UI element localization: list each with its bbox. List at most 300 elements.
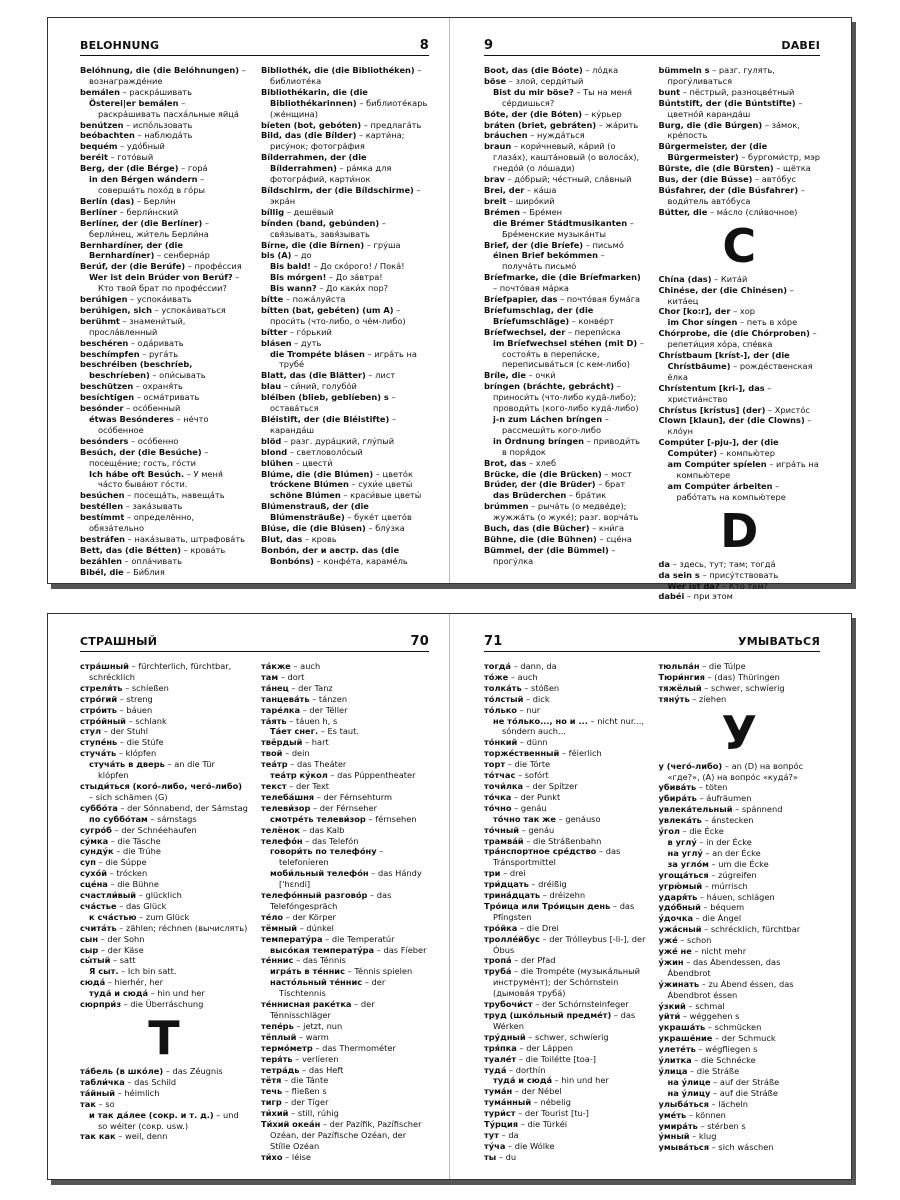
dictionary-entry: berühmt – знамени́тый, прослáвленный bbox=[80, 315, 186, 337]
dictionary-entry: das Brüderchen – брáтик bbox=[493, 490, 607, 501]
dictionary-entry: стучáть – klópfen bbox=[80, 748, 157, 759]
dictionary-entry: тря́пка – der Láppen bbox=[484, 1042, 573, 1053]
dictionary-entry: am Compúter spíelen – игрáть на компью́тере bbox=[667, 459, 819, 480]
dictionary-entry: трубочи́ст – der Schórnsteinfeger bbox=[484, 999, 629, 1010]
dictionary-entry: умывáться – sich wáschen bbox=[658, 1142, 774, 1153]
dictionary-entry: телефóн – das Telefón bbox=[261, 835, 359, 846]
dictionary-entry: на углý – an der Écke bbox=[667, 847, 761, 858]
dictionary-entry: Тюри́нгия – (das) Thüringen bbox=[658, 671, 780, 682]
dictionary-entry: сугрóб – der Schnéehaufen bbox=[80, 824, 197, 835]
dictionary-entry: ýжинать – zu Ábend éssen, das Ábendbrot éssen bbox=[658, 978, 794, 1000]
dictionary-entry: Bild, das (die Bílder) – карти́на; рисýнок; фотогрáфия bbox=[261, 130, 405, 152]
dictionary-entry: трóйка – die Drei bbox=[484, 922, 559, 933]
dictionary-entry: увлекáтельный – spánnend bbox=[658, 804, 783, 815]
dictionary-entry: bestráfen – накáзывать, штрафовáть bbox=[80, 533, 245, 544]
dictionary-entry: brúmmen – рычáть (о медвéде); жужжáть (о жукé); разг. ворчáть bbox=[484, 501, 639, 523]
dictionary-entry: ýгол – die Écke bbox=[658, 826, 724, 837]
dictionary-entry: течь – fließen s bbox=[261, 1086, 327, 1097]
dictionary-entry: berúhigen, sich – успокáиваться bbox=[80, 304, 226, 315]
dictionary-entry: тáйный – héimlich bbox=[80, 1087, 160, 1098]
dictionary-entry: на ýлице – auf der Stráße bbox=[667, 1076, 780, 1087]
dictionary-entry: тéло – der Körper bbox=[261, 911, 336, 922]
dictionary-entry: телеви́зор – der Férnseher bbox=[261, 802, 378, 813]
dictionary-entry: тёмный – dúnkel bbox=[261, 922, 334, 933]
dictionary-entry: Bibliothékarin, die (die Bibliothékarinnen) – библиотéкарь (жéнщина) bbox=[261, 86, 428, 119]
dictionary-entry: тáнец – der Tanz bbox=[261, 682, 333, 693]
dictionary-entry: тóтчас – sofórt bbox=[484, 770, 549, 781]
dictionary-entry: ударя́ть – háuen, schlágen bbox=[658, 891, 775, 902]
dictionary-entry: стреля́ть – schíeßen bbox=[80, 682, 169, 693]
dictionary-entry: теáтр – das Theáter bbox=[261, 759, 347, 770]
dictionary-entry: Brot, das – хлеб bbox=[484, 457, 557, 468]
dictionary-entry: теря́ть – verlíeren bbox=[261, 1053, 339, 1064]
dictionary-entry: bítter – гóрький bbox=[261, 326, 332, 337]
dictionary-entry: тáбель (в шкóле) – das Zéugnis bbox=[80, 1066, 223, 1076]
dictionary-entry: Berúf, der (die Berúfe) – профéссия bbox=[80, 261, 242, 272]
dictionary-entry: blau – си́ний, голубóй bbox=[261, 381, 357, 392]
dictionary-entry: тарéлка – der Téller bbox=[261, 704, 348, 715]
page-number: 9 bbox=[484, 38, 494, 53]
page-71 bbox=[450, 614, 852, 1179]
dictionary-entry: Besúch, der (die Besúche) – посещéние; гость, гóсти bbox=[80, 446, 209, 468]
dictionary-entry: стыди́ться (когó-либо, чегó-либо) – sich schämen (G) bbox=[80, 780, 243, 802]
dictionary-entry: Chrístus [krístus] (der) – Христóс bbox=[658, 404, 810, 415]
dictionary-entry: счáстье – das Glück bbox=[80, 900, 167, 911]
dictionary-entry: три – drei bbox=[484, 868, 526, 879]
dictionary-entry: in den Bérgen wándern – совершáть похóд в гóры bbox=[89, 174, 205, 195]
dictionary-entry: трубá – die Trompéte (музыкáльный инструмéнт); der Schórnstein (дымовáя трубá) bbox=[484, 966, 641, 999]
dictionary-entry: Тýрция – die Türkéi bbox=[484, 1119, 568, 1130]
page-9 bbox=[450, 18, 852, 602]
dictionary-entry: суп – die Súppe bbox=[80, 857, 147, 868]
dictionary-entry: Blut, das – кровь bbox=[261, 533, 337, 544]
dictionary-entry: die Trompéte blásen – игрáть на трубé bbox=[270, 348, 417, 370]
dictionary-entry: удóбный – béquem bbox=[658, 902, 745, 913]
dictionary-entry: ýлица – die Stráße bbox=[658, 1066, 740, 1076]
dictionary-entry: настóльный тéннис – der Tíschtennis bbox=[270, 977, 386, 999]
dictionary-entry: тянýть – zíehen bbox=[658, 693, 727, 704]
dictionary-entry: тумáн – der Nébel bbox=[484, 1086, 562, 1097]
dictionary-entry: и так дáлее (сокр. и т. д.) – und so wéiter (сокр. usw.) bbox=[89, 1109, 239, 1131]
top-spread bbox=[47, 17, 852, 602]
dictionary-entry: труд (шкóльный предмéт) – das Wérken bbox=[484, 1010, 636, 1031]
dictionary-entry: Chórprobe, die (die Chórproben) – репети́ция хóра, спéвка bbox=[658, 328, 817, 350]
dictionary-entry: Wer ist dein Brúder von Berúf? – Кто твой брат по профéссии? bbox=[89, 272, 240, 294]
column bbox=[484, 65, 646, 575]
dictionary-entry: bínden (band, gebúnden) – свя́зывать, завя́зывать bbox=[261, 217, 386, 239]
dictionary-entry: dabéi – при этом bbox=[658, 591, 733, 602]
dictionary-entry: табли́чка – das Schild bbox=[80, 1076, 177, 1087]
dictionary-entry: breit – широ́кий bbox=[484, 195, 555, 206]
dictionary-entry: da – здесь, тут; там; тогдá bbox=[658, 558, 776, 569]
dictionary-entry: тóнкий – dünn bbox=[484, 737, 548, 748]
dictionary-entry: Bílderrahmen, der (die Bílderrahmen) – рáмка для фотогрáфий, карти́нок bbox=[261, 152, 392, 185]
dictionary-entry: угрю́мый – múrrisch bbox=[658, 880, 748, 891]
column bbox=[659, 661, 821, 1171]
column bbox=[261, 65, 429, 575]
dictionary-entry: bléiben (blieb, geblíeben) s – оставáться bbox=[261, 392, 396, 414]
page-number: 70 bbox=[410, 634, 429, 649]
dictionary-entry: besúchen – посещáть, навещáть bbox=[80, 490, 225, 501]
column bbox=[658, 65, 821, 602]
dictionary-entry: Österei|er bemálen – раскрáшивать пасхáльные яйцá bbox=[89, 97, 239, 119]
bottom-spread bbox=[47, 613, 852, 1180]
dictionary-entry: Ти́хий океáн – der Pazífik, Pazífischer Ozéan, der Pazífische Ozéan, der Stílle Ozéan bbox=[261, 1119, 422, 1151]
dictionary-entry: Berlíner – берли́нский bbox=[80, 206, 179, 217]
dictionary-entry: Bóte, der (die Bóten) – кýрьер bbox=[484, 108, 622, 119]
section-letter: C bbox=[722, 218, 757, 273]
dictionary-entry: торжéственный – féierlich bbox=[484, 748, 602, 759]
dictionary-entry: Berg, der (die Bérge) – горá bbox=[80, 163, 208, 174]
dictionary-entry: сюрпри́з – die Überráschung bbox=[80, 999, 204, 1010]
dictionary-entry: тропá – der Pfad bbox=[484, 955, 556, 966]
dictionary-entry: in Órdnung bríngen – приводи́ть в поря́док bbox=[493, 435, 641, 457]
dictionary-entry: Buch, das (die Bücher) – кни́га bbox=[484, 523, 625, 534]
dictionary-entry: угощáться – zúgreifen bbox=[658, 869, 757, 880]
dictionary-entry: Chrístbaum [kríst-], der (die Chrístbäume) – рождéственская ёлка bbox=[658, 350, 813, 382]
dictionary-entry: твой – dein bbox=[261, 748, 310, 759]
running-head bbox=[484, 38, 820, 56]
dictionary-entry: im Bríefwechsel stéhen (mit D) – состоя́ть в перепи́ске, переписывáться (с кем-либо) bbox=[493, 337, 644, 370]
dictionary-entry: стрóгий – streng bbox=[80, 693, 153, 704]
dictionary-entry: besónder – осóбенный bbox=[80, 403, 181, 414]
dictionary-entry: bestéllen – закáзывать bbox=[80, 501, 183, 512]
dictionary-entry: тумáнный – nébelig bbox=[484, 1097, 571, 1108]
section-letter: У bbox=[721, 705, 757, 760]
dictionary-entry: тёплый – warm bbox=[261, 1031, 329, 1042]
dictionary-entry: blühen – цвести́ bbox=[261, 457, 333, 468]
dictionary-entry: стрóйный – schlank bbox=[80, 715, 167, 726]
dictionary-entry: Clown [klaun], der (die Clowns) – клóун bbox=[658, 415, 812, 437]
dictionary-entry: умéть – können bbox=[658, 1109, 726, 1120]
dictionary-entry: термóметр – das Thermométer bbox=[261, 1042, 396, 1053]
dictionary-entry: ти́хий – still, rúhig bbox=[261, 1108, 339, 1119]
dictionary-entry: тóчно так же – genáuso bbox=[493, 813, 601, 824]
dictionary-entry: Brémen – Брéмен bbox=[484, 206, 563, 217]
dictionary-entry: стрáшный – fürchterlich, fürchtbar, schrécklich bbox=[80, 661, 232, 682]
dictionary-entry: тут – da bbox=[484, 1129, 519, 1140]
dictionary-entry: тури́ст – der Tourist [tu-] bbox=[484, 1108, 589, 1119]
dictionary-entry: ужé не – nicht mehr bbox=[658, 946, 747, 957]
dictionary-entry: Bonbón, der и австр. das (die Bonbóns) – конфéта, карамéль bbox=[261, 544, 408, 566]
dictionary-entry: Ich hábe oft Besúch. – У меня́ чáсто быва́ют гóсти. bbox=[89, 468, 223, 490]
dictionary-entry: Bléistift, der (die Bléistifte) – карандáш bbox=[261, 414, 397, 435]
running-head bbox=[80, 634, 429, 652]
dictionary-entry: die Brémer Stádtmusikanten – Брéменские музыкáнты bbox=[493, 217, 634, 239]
dictionary-entry: убирáть – áufräumen bbox=[658, 793, 752, 804]
dictionary-entry: Bist du mir böse? – Ты на меня́ сéрдишься? bbox=[493, 86, 633, 108]
dictionary-entry: убивáть – töten bbox=[658, 782, 728, 793]
dictionary-entry: bis (A) – до bbox=[261, 250, 312, 261]
dictionary-entry: танцевáть – tánzen bbox=[261, 693, 348, 704]
dictionary-entry: твёрдый – hart bbox=[261, 737, 329, 748]
dictionary-entry: Compúter [-pju-], der (die Compúter) – компью́тер bbox=[658, 437, 779, 459]
dictionary-entry: bümmeln s – разг. гулять, прогýливаться bbox=[658, 65, 775, 86]
dictionary-entry: beschéren – одáривать bbox=[80, 337, 184, 348]
dictionary-entry: Bibél, die – Би́блия bbox=[80, 566, 165, 577]
dictionary-entry: Blúse, die (die Blúsen) – блýзка bbox=[261, 523, 405, 534]
dictionary-entry: Bis mórgen! – До зáвтра! bbox=[270, 272, 383, 283]
dictionary-entry: Blatt, das (die Blätter) – лист bbox=[261, 370, 396, 381]
section-letter: Т bbox=[148, 1011, 180, 1065]
dictionary-entry: brav – дóбрый; чéстный, слáвный bbox=[484, 174, 632, 185]
section-letter: D bbox=[720, 503, 759, 558]
page-number: 8 bbox=[419, 38, 429, 53]
dictionary-entry: Bríefumschlag, der (die Bríefumschläge) – конвéрт bbox=[484, 304, 614, 326]
page-8 bbox=[48, 18, 450, 583]
dictionary-entry: Bríefwechsel, der – перепи́ска bbox=[484, 326, 621, 337]
dictionary-entry: bíeten (bot, gebóten) – предлагáть bbox=[261, 119, 422, 130]
dictionary-entry: Bíldschirm, der (die Bíldschirme) – экрáн bbox=[261, 184, 421, 206]
dictionary-entry: étwas Besónderes – нéчто осóбенное bbox=[89, 414, 209, 435]
dictionary-entry: трамвáй – die Stráßenbahn bbox=[484, 835, 602, 846]
dictionary-entry: считáть – zählen; réchnen (вычислять) bbox=[80, 922, 248, 933]
dictionary-entry: Berlín (das) – Берли́н bbox=[80, 195, 176, 206]
column bbox=[261, 661, 429, 1171]
dictionary-entry: тóлстый – dick bbox=[484, 693, 550, 704]
dictionary-entry: da sein s – прису́тствовать bbox=[658, 569, 779, 580]
dictionary-entry: украшéние – der Schmuck bbox=[658, 1033, 776, 1044]
dictionary-entry: besónders – осóбенно bbox=[80, 435, 179, 446]
dictionary-entry: трáнспортное срéдство – das Tránsportmittel bbox=[484, 846, 621, 868]
dictionary-entry: benútzen – испóльзовать bbox=[80, 119, 193, 130]
dictionary-entry: три́дцать – dréißig bbox=[484, 879, 567, 890]
dictionary-entry: braun – кори́чневый, кáрий (о глазáх), каштáновый (о волосáх), гнедóй (о лóшади) bbox=[484, 141, 640, 174]
dictionary-entry: тепéрь – jetzt, nun bbox=[261, 1020, 343, 1031]
dictionary-entry: телебáшня – der Férnsehturm bbox=[261, 791, 393, 802]
dictionary-entry: ступéнь – die Stúfe bbox=[80, 737, 164, 748]
page-number: 71 bbox=[484, 634, 503, 649]
dictionary-entry: Трóица или Трóицын день – das Pfíngsten bbox=[484, 900, 635, 922]
dictionary-entry: тáкже – auch bbox=[261, 661, 321, 671]
column bbox=[80, 661, 248, 1171]
dictionary-entry: Bürste, die (die Bürsten) – щётка bbox=[658, 163, 811, 174]
dictionary-entry: стул – der Stuhl bbox=[80, 726, 149, 737]
dictionary-entry: ýжин – das Ábendessen, das Ábendbrot bbox=[658, 956, 781, 978]
dictionary-entry: так как – weil, denn bbox=[80, 1131, 168, 1142]
dictionary-entry: суббóта – der Sónnabend, der Sámstag bbox=[80, 802, 248, 813]
dictionary-entry: Burg, die (die Búrgen) – зáмок, крéпость bbox=[658, 119, 800, 141]
dictionary-entry: трина́дцать – dréizehn bbox=[484, 890, 586, 901]
head-word: BELOHNUNG bbox=[80, 39, 160, 52]
dictionary-entry: высóкая температýра – das Fíeber bbox=[270, 944, 427, 955]
dictionary-entry: bequém – удóбный bbox=[80, 141, 165, 152]
dictionary-entry: тётя – die Tánte bbox=[261, 1075, 329, 1086]
dictionary-entry: Brief, der (die Bríefe) – письмó bbox=[484, 239, 624, 250]
dictionary-entry: besíchtigen – осмáтривать bbox=[80, 392, 200, 403]
dictionary-entry: тудá и сюдá – hin und her bbox=[89, 988, 205, 999]
dictionary-entry: Brúder, der (die Brüder) – брат bbox=[484, 479, 626, 490]
dictionary-entry: теáтр кýкол – das Púppentheater bbox=[270, 770, 416, 781]
dictionary-entry: Boot, das (die Bóote) – лóдка bbox=[484, 65, 619, 75]
dictionary-entry: bunt – пёстрый, разноцвéтный bbox=[658, 86, 795, 97]
dictionary-entry: beschímpfen – ругáть bbox=[80, 348, 179, 359]
dictionary-entry: bríngen (bráchte, gebrácht) – приноси́ть (что-либо кудá-либо); проводи́ть (кого-либо кудá-либо) bbox=[484, 381, 639, 414]
dictionary-entry: Blúmenstrauß, der (die Blúmensträuße) – букéт цветóв bbox=[261, 501, 412, 523]
dictionary-entry: моби́льный телефóн – das Hándy ['hɛndi] bbox=[270, 868, 422, 890]
dictionary-entry: тяжёлый – schwer, schwíerig bbox=[658, 682, 785, 693]
dictionary-entry: тóчка – der Punkt bbox=[484, 791, 561, 802]
head-word: СТРАШНЫЙ bbox=[80, 635, 158, 648]
dictionary-entry: троллéйбус – der Trólleybus [-li-], der Óbus bbox=[484, 933, 646, 955]
dictionary-entry: Chor [ko:r], der – хор bbox=[658, 306, 756, 317]
dictionary-entry: bráuchen – нуждáться bbox=[484, 130, 585, 141]
dictionary-entry: увлекáть – ánstecken bbox=[658, 815, 754, 826]
dictionary-entry: Bümmel, der (die Bümmel) – прогýлка bbox=[484, 544, 616, 566]
dictionary-entry: тýча – die Wólke bbox=[484, 1140, 555, 1151]
dictionary-entry: ýлитка – die Schnécke bbox=[658, 1055, 756, 1066]
dictionary-entry: am Compúter árbeiten – рабóтать на компью́тере bbox=[667, 480, 786, 502]
dictionary-entry: не тóлько..., но и ... – nicht nur..., sóndern auch... bbox=[493, 715, 644, 737]
dictionary-entry: телёнок – das Kalb bbox=[261, 824, 345, 835]
dictionary-entry: Bernhardíner, der (die Bernhardíner) – сенбернáр bbox=[80, 239, 210, 261]
dictionary-entry: за углóм – um die Écke bbox=[667, 858, 769, 869]
dictionary-entry: так – so bbox=[80, 1098, 115, 1109]
dictionary-entry: уйти́ – wéggehen s bbox=[658, 1011, 740, 1022]
dictionary-entry: Chrístentum [kri-], das – христиáнство bbox=[658, 382, 772, 404]
dictionary-entry: bráten (briet, gebráten) – жáрить bbox=[484, 119, 639, 130]
dictionary-entry: торт – die Tórte bbox=[484, 759, 551, 770]
dictionary-entry: böse – злой, серди́тый bbox=[484, 75, 584, 86]
dictionary-entry: tróckene Blúmen – сухи́е цветы́ bbox=[270, 479, 413, 490]
dictionary-entry: Belóhnung, die (die Belóhnungen) – вознаграждéние bbox=[80, 65, 246, 86]
dictionary-entry: Búntstift, der (die Búntstifte) – цветнóй карандáш bbox=[658, 97, 803, 119]
dictionary-entry: beóbachten – наблюдáть bbox=[80, 130, 193, 141]
column bbox=[80, 65, 248, 575]
dictionary-entry: в углý – in der Écke bbox=[667, 836, 752, 847]
dictionary-entry: ужé – schon bbox=[658, 935, 712, 946]
dictionary-entry: Chína (das) – Китáй bbox=[658, 273, 748, 284]
dictionary-entry: улетéть – wégfliegen s bbox=[658, 1044, 758, 1055]
dictionary-entry: beschréiben (beschríeb, beschríeben) – опи́сывать bbox=[80, 359, 206, 381]
dictionary-entry: точи́лка – der Spítzer bbox=[484, 780, 578, 791]
dictionary-entry: schöne Blúmen – краси́вые цветы́ bbox=[270, 490, 422, 501]
dictionary-entry: bítte – пожáлуйста bbox=[261, 294, 346, 305]
dictionary-entry: тéннис – das Ténnis bbox=[261, 955, 346, 966]
dictionary-entry: там – dort bbox=[261, 671, 305, 682]
dictionary-entry: сухóй – trócken bbox=[80, 868, 148, 879]
dictionary-entry: тетрáдь – das Heft bbox=[261, 1064, 344, 1075]
dictionary-entry: bemálen – раскрáшивать bbox=[80, 86, 192, 97]
dictionary-entry: стучáть в дверь – an die Tür klópfen bbox=[89, 759, 215, 781]
dictionary-entry: Bus, der (die Bússe) – автóбус bbox=[658, 174, 796, 185]
dictionary-entry: ужáсный – schrécklich, fürchtbar bbox=[658, 924, 801, 935]
dictionary-entry: трýдный – schwer, schwíerig bbox=[484, 1031, 609, 1042]
dictionary-entry: j-n zum Láchen bríngen – рассмеши́ть кого-либо bbox=[493, 414, 609, 435]
dictionary-entry: текст – der Text bbox=[261, 780, 330, 791]
dictionary-entry: тóчный – genáu bbox=[484, 824, 555, 835]
dictionary-entry: Blúme, die (die Blúmen) – цветóк bbox=[261, 468, 413, 479]
dictionary-entry: Brücke, die (die Brücken) – мост bbox=[484, 468, 632, 479]
dictionary-entry: blond – светловолóсый bbox=[261, 446, 363, 457]
dictionary-entry: Berlíner, der (die Berlíner) – берли́нец, жи́тель Берли́на bbox=[80, 217, 210, 239]
dictionary-entry: beréit – готóвый bbox=[80, 152, 154, 163]
dictionary-entry: ýмный – klug bbox=[658, 1131, 717, 1142]
dictionary-entry: Bühne, die (die Bühnen) – сцéна bbox=[484, 533, 632, 544]
dictionary-entry: Bírne, die (die Bírnen) – грýша bbox=[261, 239, 401, 250]
dictionary-entry: Bríle, die – очки́ bbox=[484, 370, 556, 381]
head-word: DABEI bbox=[781, 39, 820, 52]
dictionary-entry: bezáhlen – оплáчивать bbox=[80, 555, 183, 566]
dictionary-entry: тóчно – genáu bbox=[484, 802, 547, 813]
dictionary-entry: стрóить – báuen bbox=[80, 704, 153, 715]
dictionary-entry: Brei, der – кáша bbox=[484, 184, 557, 195]
dictionary-entry: bítten (bat, gebéten) (um A) – проси́ть (что-либо, о чём-либо) bbox=[261, 304, 406, 326]
dictionary-entry: температýра – die Temperatúr bbox=[261, 933, 395, 944]
column bbox=[484, 661, 646, 1171]
dictionary-entry: Bútter, die – мáсло (сли́вочное) bbox=[658, 206, 798, 217]
dictionary-entry: на ýлицу – auf die Stráße bbox=[667, 1087, 778, 1098]
dictionary-entry: к счáстью – zum Glück bbox=[89, 911, 190, 922]
dictionary-entry: berúhigen – успокáивать bbox=[80, 294, 192, 305]
dictionary-entry: тóлько – nur bbox=[484, 704, 541, 715]
dictionary-entry: Тáет снег. – Es taut. bbox=[270, 726, 359, 737]
dictionary-entry: Bis wann? – До каки́х пор? bbox=[270, 283, 389, 294]
dictionary-entry: сýмка – die Tásche bbox=[80, 835, 161, 846]
dictionary-entry: тóже – auch bbox=[484, 671, 538, 682]
dictionary-entry: сцéна – die Bühne bbox=[80, 879, 159, 890]
dictionary-entry: ты – du bbox=[484, 1151, 517, 1162]
dictionary-entry: bestímmt – определённо, обязáтельно bbox=[80, 512, 195, 534]
dictionary-entry: сын – der Sohn bbox=[80, 933, 145, 944]
dictionary-entry: Bürgermeister, der (die Bürgermeister) – бургоми́стр, мэр bbox=[658, 141, 820, 163]
dictionary-entry: сы́тый – satt bbox=[80, 955, 136, 966]
dictionary-entry: ýдочка – die Ángel bbox=[658, 913, 742, 924]
dictionary-entry: Bibliothék, die (die Bibliothéken) – библиотéка bbox=[261, 65, 422, 86]
dictionary-entry: Я сыт. – Ich bin satt. bbox=[89, 966, 177, 977]
dictionary-entry: éinen Brief bekómmen – получáть письмó bbox=[493, 250, 605, 272]
dictionary-entry: говори́ть по телефóну – telefoníeren bbox=[270, 846, 384, 868]
dictionary-entry: смотрéть телеви́зор – férnsehen bbox=[270, 813, 417, 824]
dictionary-entry: умирáть – stérben s bbox=[658, 1120, 746, 1131]
dictionary-entry: счастли́вый – glücklich bbox=[80, 890, 182, 901]
dictionary-entry: Búsfahrer, der (die Búsfahrer) – води́тель автóбуса bbox=[658, 184, 805, 206]
dictionary-entry: blöd – разг. дурáцкий, глýпый bbox=[261, 435, 395, 446]
dictionary-entry: тéннисная ракéтка – der Ténnisschläger bbox=[261, 999, 375, 1020]
page-70 bbox=[48, 614, 450, 1179]
dictionary-entry: Bett, das (die Bétten) – кровáть bbox=[80, 544, 226, 555]
dictionary-entry: украшáть – schmücken bbox=[658, 1022, 762, 1033]
dictionary-entry: по суббóтам – sámstags bbox=[89, 813, 197, 824]
head-word: УМЫВАТЬСЯ bbox=[738, 635, 820, 648]
dictionary-entry: у (чегó-либо) – an (D) на вопрóс «где?», (A) на вопрóс «кудá?» bbox=[658, 760, 804, 782]
dictionary-entry: Wer ist da? – Кто там? bbox=[667, 580, 768, 591]
dictionary-entry: bíllig – дешёвый bbox=[261, 206, 334, 217]
dictionary-entry: Bríefmarke, die (die Bríefmarken) – почтóвая мáрка bbox=[484, 272, 641, 294]
dictionary-entry: сюдá – hierhér, her bbox=[80, 977, 164, 988]
dictionary-entry: im Chor síngen – петь в хóре bbox=[667, 317, 798, 328]
dictionary-entry: Chinése, der (die Chinésen) – китáец bbox=[658, 284, 794, 306]
dictionary-entry: улыбáться – lächeln bbox=[658, 1098, 748, 1109]
dictionary-entry: тогдá – dann, da bbox=[484, 661, 557, 671]
dictionary-entry: ти́хо – léise bbox=[261, 1151, 311, 1162]
running-head bbox=[80, 38, 429, 56]
dictionary-entry: сундýк – die Trúhe bbox=[80, 846, 161, 857]
dictionary-entry: тигр – der Tíger bbox=[261, 1097, 329, 1108]
dictionary-entry: Bríefpapier, das – почтóвая бумáга bbox=[484, 294, 641, 305]
dictionary-entry: beschützen – охраня́ть bbox=[80, 381, 183, 392]
dictionary-entry: ýзкий – schmal bbox=[658, 1000, 725, 1011]
dictionary-entry: тудá – dorthín bbox=[484, 1064, 546, 1075]
dictionary-entry: Bis bald! – До скóрого! / Покá! bbox=[270, 261, 405, 272]
dictionary-entry: туалéт – die Toilétte [toa-] bbox=[484, 1053, 597, 1064]
dictionary-entry: тудá и сюдá – hin und her bbox=[493, 1075, 609, 1086]
dictionary-entry: тюльпáн – die Túlpe bbox=[658, 661, 746, 671]
dictionary-entry: телефóнный разговóр – das Telefóngespräch bbox=[261, 890, 392, 911]
dictionary-entry: толкáть – stóßen bbox=[484, 682, 560, 693]
running-head bbox=[484, 634, 820, 652]
dictionary-entry: игрáть в тéннис – Ténnis spielen bbox=[270, 966, 413, 977]
